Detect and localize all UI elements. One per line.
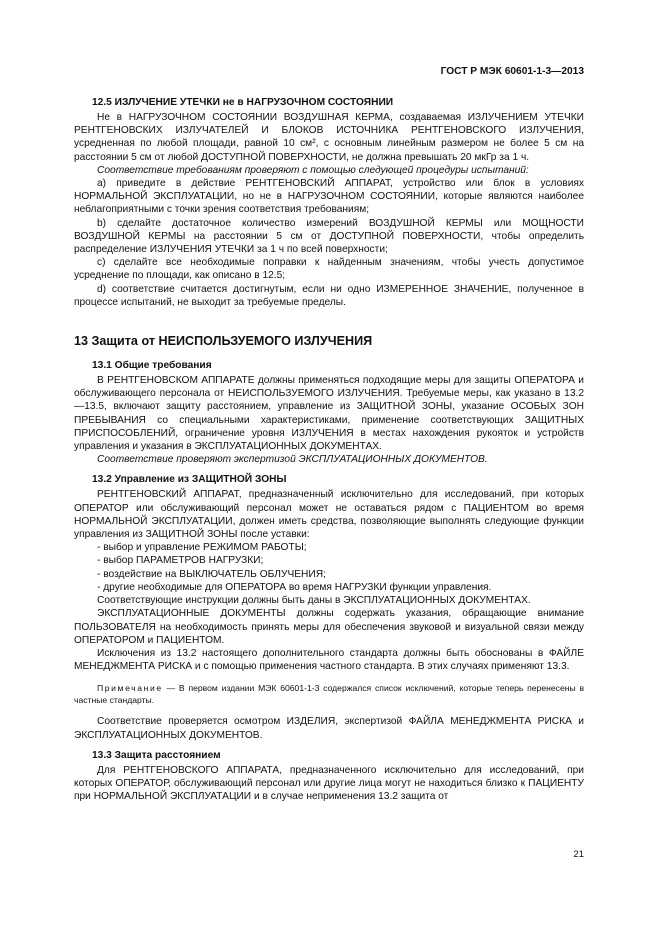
compliance-paragraph: Соответствие проверяют экспертизой ЭКСПЛУАТАЦИОННЫХ ДОКУМЕНТОВ. [97,454,488,466]
paragraph: Исключения из 13.2 настоящего дополнительного стандарта должны быть обоснованы в ФАЙЛЕ МЕНЕДЖМЕНТА РИСКА и с помощью применения частного стандарта. В этих случаях применяют 13.3. [74,647,584,673]
test-step-b: b) сделайте достаточное количество измерений ВОЗДУШНОЙ КЕРМЫ или МОЩНОСТИ ВОЗДУШНОЙ КЕРМЫ на расстоянии 5 см от ДОСТУПНОЙ ПОВЕРХНОСТИ, чтобы определить распределение ИЗЛУЧЕНИЯ УТЕЧКИ за 1 ч по всей поверхности; [74,217,584,256]
section-13-1-title: 13.1 Общие требования [92,360,212,372]
section-12-5-title: 12.5 ИЗЛУЧЕНИЕ УТЕЧКИ не в НАГРУЗОЧНОМ СОСТОЯНИИ [92,97,394,108]
section-13-2-title: 13.2 Управление из ЗАЩИТНОЙ ЗОНЫ [92,474,287,486]
test-step-a: a) приведите в действие РЕНТГЕНОВСКИЙ АППАРАТ, устройство или блок в условиях НОРМАЛЬНОЙ ЭКСПЛУАТАЦИИ, но не в НАГРУЗОЧНОМ СОСТОЯНИИ, которые являются наиболее неблагоприятными с точки зрения соответствия требованиям; [74,178,584,216]
test-step-c: c) сделайте все необходимые поправки к найденным значениям, чтобы учесть допустимое усреднение по площади, как описано в 12.5; [74,257,584,282]
test-step-d: d) соответствие считается достигнутым, если ни одно ИЗМЕРЕННОЕ ЗНАЧЕНИЕ, полученное в процессе испытаний, не выходит за требуемые пределы. [74,283,584,308]
compliance-paragraph: Соответствие проверяется осмотром ИЗДЕЛИЯ, экспертизой ФАЙЛА МЕНЕДЖМЕНТА РИСКА и ЭКСПЛУАТАЦИОННЫХ ДОКУМЕНТОВ. [74,716,584,741]
page-number: 21 [573,849,584,860]
paragraph: ЭКСПЛУАТАЦИОННЫЕ ДОКУМЕНТЫ должны содержать указания, обращающие внимание ПОЛЬЗОВАТЕЛЯ на необходимость принять меры для обеспечения звуковой и визуальной связи между ОПЕРАТОРОМ и ПАЦИЕНТОМ. [74,608,584,646]
paragraph: Соответствующие инструкции должны быть даны в ЭКСПЛУАТАЦИОННЫХ ДОКУМЕНТАХ. [97,595,531,607]
paragraph: Для РЕНТГЕНОВСКОГО АППАРАТА, предназначенного исключительно для исследований, при которых ОПЕРАТОР, обслуживающий персонал или другие лица могут не находиться близко к ПАЦИЕНТУ при НОРМАЛЬНОЙ ЭКСПЛУАТАЦИИ и в случае неприменения 13.2 защита от [74,764,584,803]
note-label: Примечание [97,683,163,694]
paragraph: В РЕНТГЕНОВСКОМ АППАРАТЕ должны применяться подходящие меры для защиты ОПЕРАТОРА и обслуживающего персонала от НЕИСПОЛЬЗУЕМОГО ИЗЛУЧЕНИЯ. Требуемые меры, как указано в 13.2—13.5, включают защиту расстоянием, управление из ЗАЩИТНОЙ ЗОНЫ, указание ОСОБЫХ ЗОН ПРЕБЫВАНИЯ со специальными характеристиками, применение соответствующих ЗАЩИТНЫХ ПРИСПОСОБЛЕНИЙ, ограничение уровня ИЗЛУЧЕНИЯ в местах нахождения рукояток и устройств управления и указания в ЭКСПЛУАТАЦИОННЫХ ДОКУМЕНТАХ. [74,375,584,453]
note [74,682,584,706]
compliance-paragraph: Соответствие требованиям проверяют с помощью следующей процедуры испытаний: [97,164,529,176]
standard-header: ГОСТ Р МЭК 60601-1-3—2013 [440,66,584,77]
section-13-3-title: 13.3 Защита расстоянием [92,749,221,761]
note-text: — В первом издании МЭК 60601-1-3 содержался список исключений, которые теперь перенесены в частные стандарты. [74,683,585,706]
paragraph: Не в НАГРУЗОЧНОМ СОСТОЯНИИ ВОЗДУШНАЯ КЕРМА, создаваемая ИЗЛУЧЕНИЕМ УТЕЧКИ РЕНТГЕНОВСКИХ ИЗЛУЧАТЕЛЕЙ И БЛОКОВ ИСТОЧНИКА РЕНТГЕНОВСКОГО ИЗЛУЧЕНИЯ, усредненная по любой площади, равной 10 см², с основным линейным размером не более 5 см на расстоянии 5 см от любой ДОСТУПНОЙ ПОВЕРХНОСТИ, не должна превышать 20 мкГр за 1 ч. [74,112,584,163]
list-item: - выбор и управление РЕЖИМОМ РАБОТЫ; [97,542,307,554]
paragraph: РЕНТГЕНОВСКИЙ АППАРАТ, предназначенный исключительно для исследований, при которых ОПЕРАТОР или обслуживающий персонал может не оставаться рядом с ПАЦИЕНТОМ во время НОРМАЛЬНОЙ ЭКСПЛУАТАЦИИ, должен иметь средства, позволяющие выполнять следующие функции управления из ЗАЩИТНОЙ ЗОНЫ после уставки: [74,489,584,541]
list-item: - выбор ПАРАМЕТРОВ НАГРУЗКИ; [97,555,264,567]
section-13-title: 13 Защита от НЕИСПОЛЬЗУЕМОГО ИЗЛУЧЕНИЯ [74,334,373,349]
list-item: - другие необходимые для ОПЕРАТОРА во время НАГРУЗКИ функции управления. [97,581,492,593]
list-item: - воздействие на ВЫКЛЮЧАТЕЛЬ ОБЛУЧЕНИЯ; [97,568,326,580]
